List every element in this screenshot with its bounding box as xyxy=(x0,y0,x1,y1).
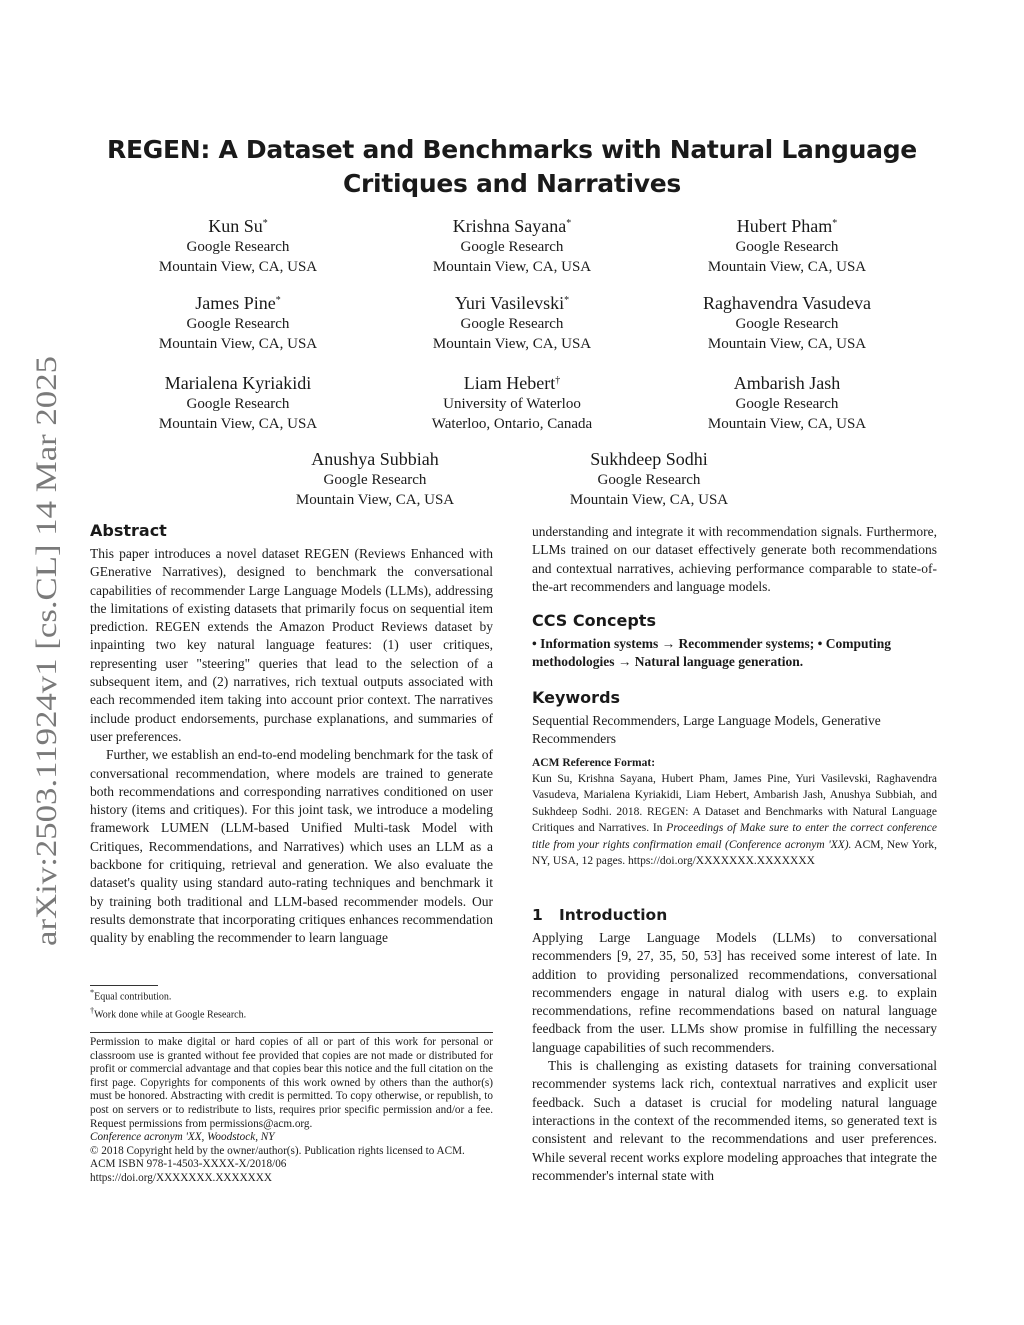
author-name: James Pine xyxy=(195,293,276,313)
introduction-heading xyxy=(532,906,937,924)
permission-text: Permission to make digital or hard copies of all or part of this work for personal or classroom use is granted without fee provided that copies are not made or distributed for profit or commercial advantage and that copies bear this notice and the full citation on the first page. Copyrights for components of this work owned by others than the author(s) must be honored. Abstracting with credit is permitted. To copy otherwise, or republish, to post on servers or to redistribute to lists, requires prior specific permission and/or a fee. Request permissions from permissions@acm.org. xyxy=(90,1036,493,1130)
author-affiliation: Google Research xyxy=(735,396,839,412)
keywords-text: Sequential Recommenders, Large Language Models, Generative Recommenders xyxy=(532,713,881,747)
abstract-body xyxy=(90,545,493,948)
author-name: Ambarish Jash xyxy=(733,373,841,393)
introduction-paragraph-2: This is challenging as existing datasets for training conversational recommender systems lack rich, contextual narratives and explicit user feedback. Such a dataset is crucial for modeling natural language interactions in the context of the recommended items, so generated text is consistent and relevant to the recommendations and user preferences. While several recent works explore modeling approaches that integrate the recommender's internal state with xyxy=(532,1058,937,1183)
title-line-1: REGEN: A Dataset and Benchmarks with Natural Language xyxy=(107,135,917,164)
abstract-paragraph-2: Further, we establish an end-to-end modeling benchmark for the task of conversational recommendation, where models are trained to generate both recommendations and corresponding narratives conditioned on user history (items and critiques). For this joint task, we introduce a modeling framework LUMEN (LLM-based Unified Multi-task Model with Critiques, Recommendations, and Narratives) which uses an LLM as a backbone for critiquing, retrieval and generation. We also evaluate the dataset's quality using standard auto-rating techniques and benchmark it by training both traditional and LLM-based recommender models. Our results demonstrate that incorporating critiques enhances recommendation quality by enabling the recommender to learn language xyxy=(90,747,493,946)
author-mark: * xyxy=(275,295,281,306)
section-number: 1 xyxy=(532,906,543,924)
author-affiliation: Google Research xyxy=(323,472,427,488)
author-block xyxy=(637,372,937,434)
title-line-2: Critiques and Narratives xyxy=(342,169,682,198)
introduction-body xyxy=(532,929,937,1185)
ccs-heading: CCS Concepts xyxy=(532,611,656,630)
introduction-section xyxy=(532,906,937,1185)
author-mark: * xyxy=(564,295,570,306)
reference-venue: Proceedings of Make sure to enter the correct conference title from your rights confirmation email (Conference acronym 'XX). xyxy=(532,822,937,851)
ccs-text: • Information systems → Recommender systems; • Computing methodologies → Natural language generation. xyxy=(532,636,892,670)
author-block xyxy=(88,292,388,354)
keywords-heading: Keywords xyxy=(532,688,621,707)
author-location: Mountain View, CA, USA xyxy=(158,416,318,432)
author-location: Mountain View, CA, USA xyxy=(158,259,318,275)
author-block xyxy=(362,292,662,354)
author-location: Mountain View, CA, USA xyxy=(432,336,592,352)
reference-format-section xyxy=(532,757,937,869)
footnote-equal: Equal contribution. xyxy=(94,991,172,1003)
arxiv-identifier: arXiv:2503.11924v1 [cs.CL] 14 Mar 2025 xyxy=(30,437,63,946)
author-affiliation: Google Research xyxy=(460,239,564,255)
author-affiliation: Google Research xyxy=(460,316,564,332)
author-location: Mountain View, CA, USA xyxy=(707,416,867,432)
introduction-paragraph-1: Applying Large Language Models (LLMs) to conversational recommenders [9, 27, 35, 50, 53] has received some interest of late. In addition to providing personalized recommendations, conversational recommenders engage in natural dialog with users e.g. to explain recommendations, refine recommendations based on natural language feedback from the user. LLMs show promise in fulfilling the necessary language capabilities of such recommenders. xyxy=(532,930,937,1055)
author-location: Mountain View, CA, USA xyxy=(707,336,867,352)
author-location: Mountain View, CA, USA xyxy=(569,492,729,508)
author-mark: † xyxy=(555,375,561,386)
author-affiliation: Google Research xyxy=(735,239,839,255)
abstract-heading: Abstract xyxy=(90,521,167,540)
keywords-section xyxy=(532,688,937,749)
author-name: Anushya Subbiah xyxy=(311,449,439,469)
paper-title xyxy=(100,133,924,201)
footnotes: *Equal contribution. †Work done while at Google Research. xyxy=(90,988,247,1021)
permission-block xyxy=(90,1036,493,1186)
conference-line: Conference acronym 'XX, Woodstock, NY xyxy=(90,1131,275,1144)
ccs-section xyxy=(532,611,937,672)
isbn-line: ACM ISBN 978-1-4503-XXXX-X/2018/06 xyxy=(90,1158,287,1171)
author-mark: * xyxy=(832,218,838,229)
author-name: Liam Hebert xyxy=(463,373,556,393)
reference-format-body xyxy=(532,771,937,869)
permission-rule xyxy=(90,1032,493,1033)
author-block xyxy=(637,215,937,277)
abstract-paragraph-1: This paper introduces a novel dataset REGEN (Reviews Enhanced with GEnerative Narratives), designed to benchmark the conversational capabilities of recommender Large Language Models (LLMs), addressing the limitations of existing datasets that primarily focus on sequential item prediction. REGEN extends the Amazon Product Reviews dataset by inpainting two key natural language features: (1) user critiques, representing user "steering" queries that lead to the selection of a subsequent item, and (2) narratives, rich textual outputs associated with each recommended item taking into account prior context. The narratives include product endorsements, purchase explanations, and summaries of user preferences. xyxy=(90,546,493,744)
author-block xyxy=(362,372,662,434)
author-name: Hubert Pham xyxy=(736,216,833,236)
author-mark: * xyxy=(262,218,268,229)
reference-authors: Kun Su, Krishna Sayana, Hubert Pham, James Pine, Yuri Vasilevski, Raghavendra Vasudeva, Marialena Kyriakidi, Liam Hebert, Ambarish Jash, Anushya Subbiah, and Sukhdeep Sodhi. 2018. REGEN: A Dataset and Benchmarks with Natural Language Critiques and Narratives. In xyxy=(532,773,937,835)
copyright-line: © 2018 Copyright held by the owner/author(s). Publication rights licensed to ACM. xyxy=(90,1144,465,1157)
doi-line: https://doi.org/XXXXXXX.XXXXXXX xyxy=(90,1171,272,1184)
author-affiliation: Google Research xyxy=(735,316,839,332)
footnote-work: Work done while at Google Research. xyxy=(94,1009,247,1021)
author-affiliation: Google Research xyxy=(186,239,290,255)
author-block xyxy=(637,292,937,354)
reference-format-heading: ACM Reference Format: xyxy=(532,757,656,769)
author-name: Marialena Kyriakidi xyxy=(164,373,312,393)
author-location: Mountain View, CA, USA xyxy=(432,259,592,275)
section-title: Introduction xyxy=(559,906,668,924)
author-block xyxy=(88,372,388,434)
abstract-section xyxy=(90,521,493,948)
author-affiliation: Google Research xyxy=(186,396,290,412)
author-location: Waterloo, Ontario, Canada xyxy=(431,416,593,432)
author-affiliation: Google Research xyxy=(597,472,701,488)
author-affiliation: Google Research xyxy=(186,316,290,332)
arxiv-sidebar xyxy=(8,350,70,950)
author-block xyxy=(225,448,525,510)
abstract-continued-text: understanding and integrate it with recommendation signals. Furthermore, LLMs trained on our dataset effectively generate both recommendations and contextual narratives, achieving performance comparable to state-of-the-art recommenders and language models. xyxy=(532,524,937,594)
author-location: Mountain View, CA, USA xyxy=(295,492,455,508)
author-affiliation: University of Waterloo xyxy=(443,396,581,412)
author-name: Krishna Sayana xyxy=(452,216,567,236)
author-name: Sukhdeep Sodhi xyxy=(590,449,708,469)
reference-tail: ACM, New York, NY, USA, 12 pages. https://doi.org/XXXXXXX.XXXXXXX xyxy=(532,838,937,868)
author-block xyxy=(88,215,388,277)
author-location: Mountain View, CA, USA xyxy=(707,259,867,275)
author-location: Mountain View, CA, USA xyxy=(158,336,318,352)
author-mark: * xyxy=(566,218,572,229)
author-block xyxy=(362,215,662,277)
author-name: Yuri Vasilevski xyxy=(454,293,565,313)
author-name: Raghavendra Vasudeva xyxy=(702,293,872,313)
author-name: Kun Su xyxy=(208,216,263,236)
abstract-continued xyxy=(532,523,937,596)
author-block xyxy=(499,448,799,510)
